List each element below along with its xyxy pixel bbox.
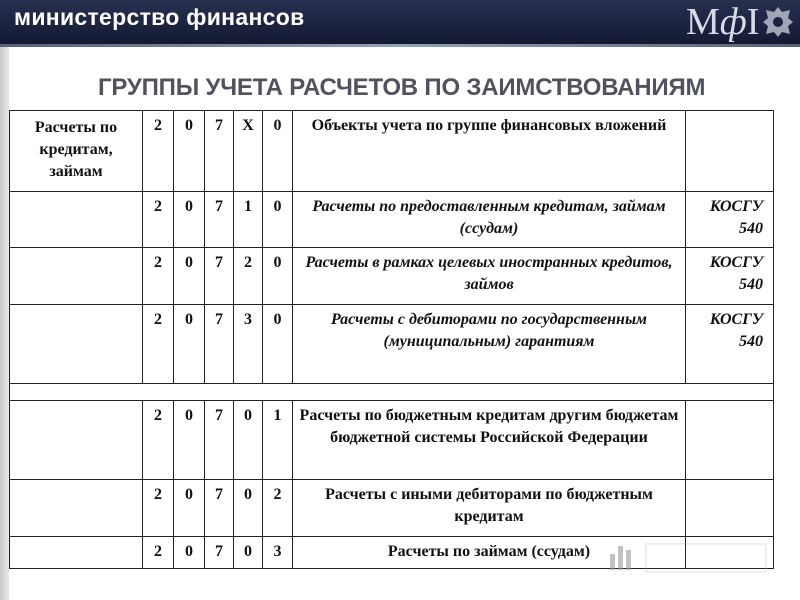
account-digit: 0 xyxy=(263,305,293,384)
account-description: Расчеты с дебиторами по государственным (муниципальным) гарантиям xyxy=(293,305,686,384)
account-digit: 0 xyxy=(263,248,293,305)
slide-title: ГРУППЫ УЧЕТА РАСЧЕТОВ ПО ЗАИМСТВОВАНИЯМ xyxy=(98,74,706,101)
group-digit: 0 xyxy=(174,111,205,192)
account-digit: 0 xyxy=(174,480,205,537)
header-divider xyxy=(0,44,800,47)
account-digit: 7 xyxy=(205,480,234,537)
empty-cell xyxy=(10,480,143,537)
table-row xyxy=(10,248,774,305)
empty-cell xyxy=(10,305,143,384)
group-digit: 2 xyxy=(143,111,174,192)
account-digit: 2 xyxy=(143,192,174,248)
account-digit: 2 xyxy=(143,248,174,305)
account-digit: 7 xyxy=(205,401,234,480)
account-description: Расчеты с иными дебиторами по бюджетным кредитам xyxy=(293,480,686,537)
logo-i: І xyxy=(746,1,760,43)
account-digit: 0 xyxy=(174,248,205,305)
empty-cell xyxy=(10,537,143,569)
group-description: Объекты учета по группе финансовых вложений xyxy=(293,111,686,192)
account-description: Расчеты по займам (ссудам) xyxy=(293,537,686,569)
left-decor-bar xyxy=(0,47,9,600)
table-row xyxy=(10,401,774,480)
kosgu-code: КОСГУ 540 xyxy=(686,248,774,305)
account-digit: 0 xyxy=(234,480,263,537)
table-row xyxy=(10,480,774,537)
empty-cell xyxy=(686,537,774,569)
group-digit: 0 xyxy=(263,111,293,192)
ministry-logo xyxy=(686,0,760,44)
account-digit: 0 xyxy=(174,401,205,480)
account-digit: 2 xyxy=(143,537,174,569)
kosgu-code: КОСГУ 540 xyxy=(686,192,774,248)
account-digit: 2 xyxy=(263,480,293,537)
account-digit: 7 xyxy=(205,192,234,248)
account-digit: 3 xyxy=(263,537,293,569)
account-digit: 7 xyxy=(205,248,234,305)
empty-cell xyxy=(686,111,774,192)
account-digit: 1 xyxy=(263,401,293,480)
account-description: Расчеты в рамках целевых иностранных кредитов, займов xyxy=(293,248,686,305)
account-digit: 0 xyxy=(174,537,205,569)
account-digit: 7 xyxy=(205,537,234,569)
ministry-title: министерство финансов xyxy=(14,4,305,30)
account-digit: 2 xyxy=(143,401,174,480)
group-digit: 7 xyxy=(205,111,234,192)
table-row xyxy=(10,305,774,384)
group-label: Расчеты по кредитам, займам xyxy=(10,111,143,192)
logo-f: ф xyxy=(719,1,747,43)
account-description: Расчеты по предоставленным кредитам, займам (ссудам) xyxy=(293,192,686,248)
account-digit: 7 xyxy=(205,305,234,384)
account-digit: 2 xyxy=(143,480,174,537)
table-row xyxy=(10,537,774,569)
account-digit: 1 xyxy=(234,192,263,248)
account-digit: 0 xyxy=(174,305,205,384)
account-description: Расчеты по бюджетным кредитам другим бюджетам бюджетной системы Российской Федерации xyxy=(293,401,686,480)
table-row xyxy=(10,111,774,192)
empty-cell xyxy=(10,401,143,480)
logo-m: М xyxy=(686,1,720,43)
account-digit: 3 xyxy=(234,305,263,384)
table-row xyxy=(10,192,774,248)
account-digit: 2 xyxy=(143,305,174,384)
kosgu-code: КОСГУ 540 xyxy=(686,305,774,384)
accounts-table xyxy=(9,110,774,569)
account-digit: 2 xyxy=(234,248,263,305)
empty-cell xyxy=(686,401,774,480)
account-digit: 0 xyxy=(263,192,293,248)
group-digit: Х xyxy=(234,111,263,192)
header-bar xyxy=(0,0,800,44)
account-digit: 0 xyxy=(234,537,263,569)
empty-cell xyxy=(10,384,774,401)
account-digit: 0 xyxy=(234,401,263,480)
table-spacer-row xyxy=(10,384,774,401)
coat-of-arms-icon xyxy=(760,4,796,40)
empty-cell xyxy=(10,248,143,305)
empty-cell xyxy=(10,192,143,248)
account-digit: 0 xyxy=(174,192,205,248)
empty-cell xyxy=(686,480,774,537)
